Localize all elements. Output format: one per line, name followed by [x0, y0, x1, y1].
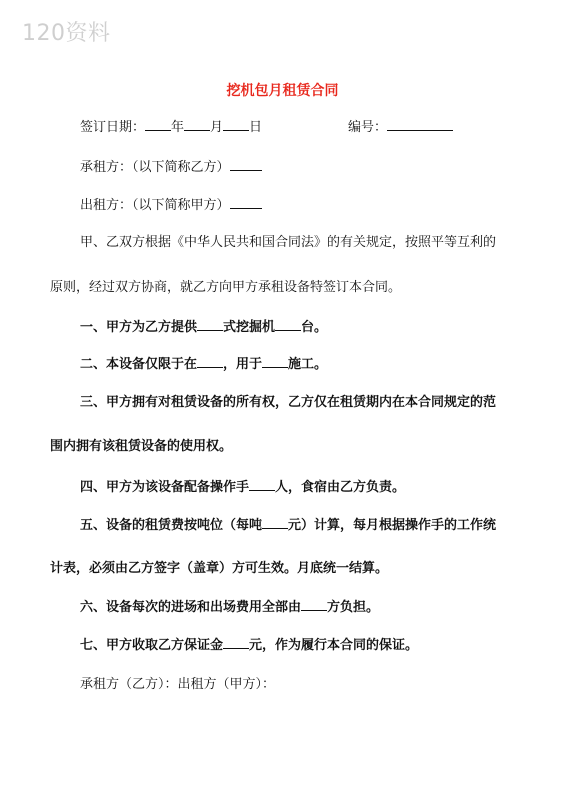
- sign-date-label: 签订日期：: [80, 120, 146, 135]
- lessor-text: 出租方：（以下简称甲方）: [80, 198, 230, 213]
- serial-number-line: [348, 118, 453, 137]
- year-unit: 年: [171, 120, 185, 135]
- clause-1: [80, 318, 327, 337]
- clause-1-blank-1: [197, 318, 223, 331]
- clause-2-part-a: 二、本设备仅限于在: [80, 357, 198, 372]
- day-unit: 日: [249, 120, 263, 135]
- clause-5-part-b: 元）计算，每月根据操作手的工作统: [288, 518, 497, 533]
- lessor-blank: [230, 196, 262, 209]
- serial-blank: [387, 118, 453, 131]
- clause-6-part-b: 方负担。: [327, 600, 380, 615]
- month-blank: [184, 118, 210, 131]
- clause-5-blank: [262, 516, 288, 529]
- year-blank: [145, 118, 171, 131]
- clause-1-part-c: 台。: [301, 320, 328, 335]
- sign-date-line: [80, 118, 262, 137]
- watermark-text: 120资料: [22, 21, 111, 46]
- signature-line: 承租方（乙方）：出租方（甲方）：: [80, 677, 276, 692]
- clause-5-line-1: [80, 516, 496, 535]
- preamble-line-1: 甲、乙双方根据《中华人民共和国合同法》的有关规定，按照平等互利的: [80, 235, 497, 250]
- clause-5-line-2: 计表，必须由乙方签字（盖章）方可生效。月底统一结算。: [50, 561, 389, 576]
- lessee-blank: [230, 158, 262, 171]
- clause-4-part-b: 人，食宿由乙方负责。: [275, 480, 406, 495]
- clause-4-part-a: 四、甲方为该设备配备操作手: [80, 480, 250, 495]
- clause-3-line-2: 围内拥有该租赁设备的使用权。: [50, 439, 233, 454]
- clause-6-blank: [301, 598, 327, 611]
- clause-2-blank-2: [262, 355, 288, 368]
- clause-4: [80, 478, 405, 497]
- clause-7: [80, 636, 418, 655]
- clause-7-part-b: 元，作为履行本合同的保证。: [249, 638, 419, 653]
- clause-2: [80, 355, 327, 374]
- lessee-text: 承租方：（以下简称乙方）: [80, 160, 230, 175]
- lessor-line: [80, 196, 262, 215]
- preamble-line-2: 原则，经过双方协商，就乙方向甲方承租设备特签订本合同。: [50, 280, 402, 295]
- clause-1-blank-2: [275, 318, 301, 331]
- clause-3-line-1: 三、甲方拥有对租赁设备的所有权，乙方仅在租赁期内在本合同规定的范: [80, 395, 497, 410]
- clause-2-part-b: ，用于: [223, 357, 263, 372]
- serial-label: 编号：: [348, 120, 388, 135]
- clause-6-part-a: 六、设备每次的进场和出场费用全部由: [80, 600, 302, 615]
- clause-6: [80, 598, 379, 617]
- clause-5-part-a: 五、设备的租赁费按吨位（每吨: [80, 518, 263, 533]
- day-blank: [223, 118, 249, 131]
- month-unit: 月: [210, 120, 224, 135]
- lessee-line: [80, 158, 262, 177]
- clause-2-blank-1: [197, 355, 223, 368]
- clause-4-blank: [249, 478, 275, 491]
- clause-2-part-c: 施工。: [288, 357, 328, 372]
- clause-1-part-b: 式挖掘机: [223, 320, 276, 335]
- clause-7-part-a: 七、甲方收取乙方保证金: [80, 638, 224, 653]
- clause-7-blank: [223, 636, 249, 649]
- document-title: 挖机包月租赁合同: [226, 83, 339, 99]
- clause-1-part-a: 一、甲方为乙方提供: [80, 320, 198, 335]
